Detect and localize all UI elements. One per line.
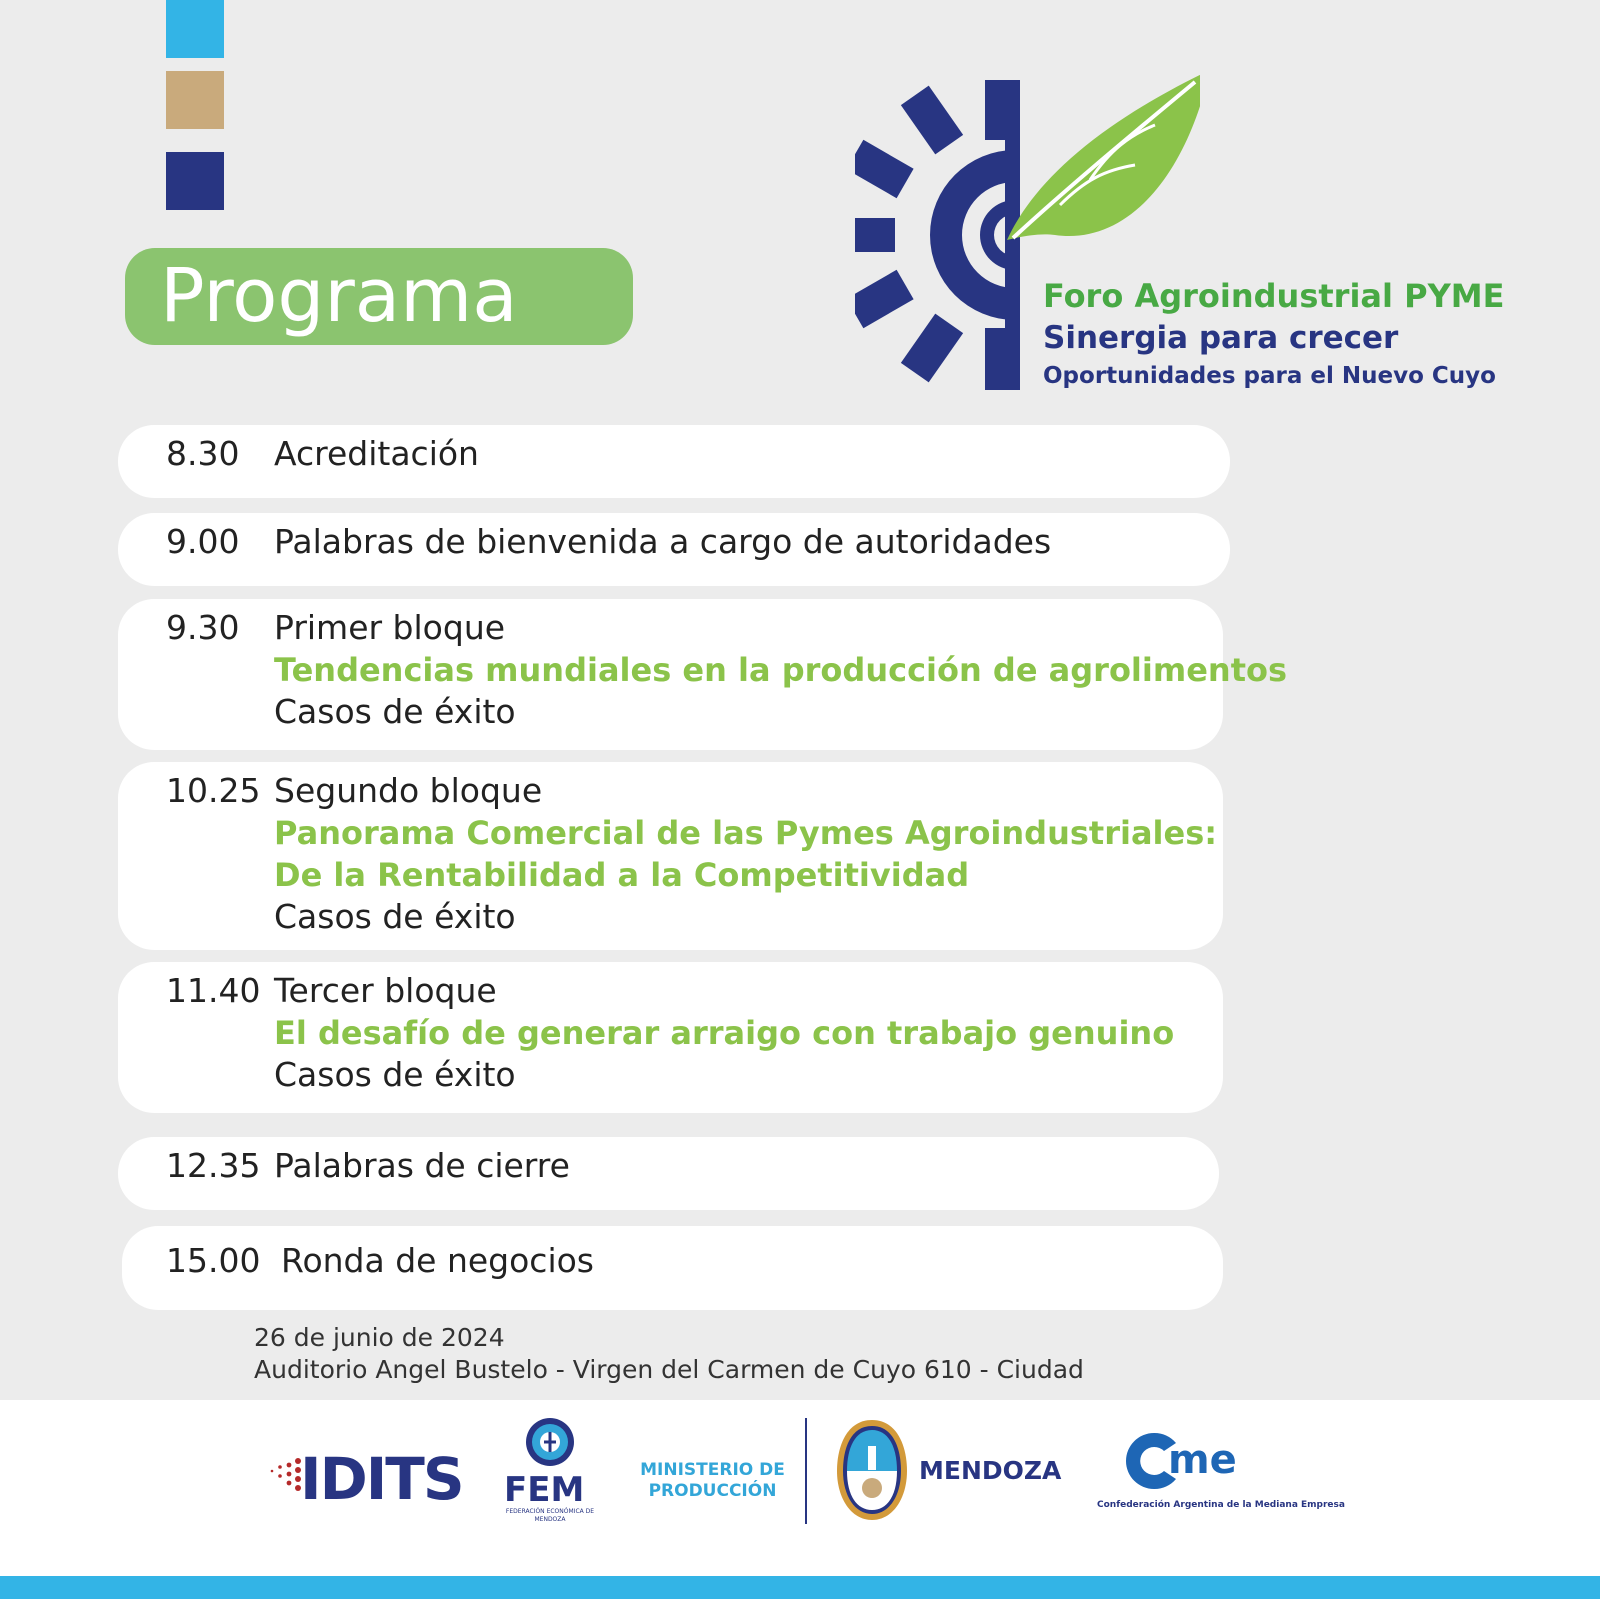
schedule-time: 8.30	[166, 434, 240, 473]
block-topic: Panorama Comercial de las Pymes Agroindustriales:	[274, 814, 1218, 852]
schedule-time: 12.35	[166, 1146, 261, 1185]
event-date: 26 de junio de 2024	[254, 1323, 505, 1352]
schedule-activity: Acreditación	[274, 434, 479, 473]
sponsor-divider	[805, 1418, 807, 1524]
gear-icon	[855, 80, 1020, 390]
schedule-time: 15.00	[166, 1241, 261, 1280]
event-venue	[254, 1322, 1084, 1386]
schedule-time: 10.25	[166, 771, 261, 810]
schedule-row	[118, 1137, 1219, 1210]
mendoza-logo: MENDOZA	[919, 1456, 1062, 1485]
schedule-time: 9.00	[166, 522, 240, 561]
sponsors-footer	[0, 1400, 1600, 1576]
schedule-row	[118, 762, 1223, 950]
event-address: Auditorio Angel Bustelo - Virgen del Carmen de Cuyo 610 - Ciudad	[254, 1355, 1084, 1384]
schedule-row	[118, 599, 1288, 750]
schedule-activity: Ronda de negocios	[281, 1241, 595, 1280]
came-logo-icon	[1118, 1427, 1264, 1495]
svg-text:me: me	[1168, 1437, 1237, 1483]
leaf-icon	[1007, 70, 1200, 240]
forum-branding	[1043, 275, 1504, 393]
mendoza-seal-icon	[833, 1416, 911, 1524]
block-label: Primer bloque	[274, 608, 506, 647]
footer-accent-bar	[0, 1576, 1600, 1599]
event-name: Foro Agroindustrial PYME	[1043, 277, 1505, 315]
schedule-row	[118, 962, 1223, 1113]
fem-seal-icon	[524, 1416, 576, 1468]
event-tagline: Sinergia para crecer	[1043, 320, 1399, 356]
block-note: Casos de éxito	[274, 897, 516, 936]
schedule-row	[118, 513, 1230, 586]
schedule-row	[118, 425, 1230, 498]
idits-dots-icon	[264, 1455, 304, 1505]
decor-square-cyan	[166, 0, 224, 58]
ministerio-logo: MINISTERIO DE PRODUCCIÓN	[640, 1460, 785, 1501]
fem-subtitle: FEDERACIÓN ECONÓMICA DE MENDOZA	[505, 1508, 595, 1523]
fem-logo: FEM	[504, 1470, 585, 1510]
schedule-row	[122, 1226, 1223, 1310]
event-subtitle: Oportunidades para el Nuevo Cuyo	[1043, 363, 1496, 389]
block-topic: De la Rentabilidad a la Competitividad	[274, 856, 970, 894]
schedule-activity: Palabras de bienvenida a cargo de autoridades	[274, 522, 1052, 561]
block-topic: Tendencias mundiales en la producción de agrolimentos	[274, 651, 1288, 689]
page-title: Programa	[160, 253, 518, 339]
came-subtitle: Confederación Argentina de la Mediana Empresa	[1097, 1500, 1345, 1510]
block-label: Segundo bloque	[274, 771, 543, 810]
idits-logo: IDITS	[300, 1445, 463, 1513]
block-note: Casos de éxito	[274, 692, 516, 731]
block-label: Tercer bloque	[274, 971, 497, 1010]
block-note: Casos de éxito	[274, 1055, 516, 1094]
schedule-time: 9.30	[166, 608, 240, 647]
schedule-time: 11.40	[166, 971, 261, 1010]
decor-square-navy	[166, 152, 224, 210]
schedule-activity: Palabras de cierre	[274, 1146, 570, 1185]
page-title-pill	[125, 248, 633, 345]
decor-square-tan	[166, 71, 224, 129]
block-topic: El desafío de generar arraigo con trabajo genuino	[274, 1014, 1175, 1052]
